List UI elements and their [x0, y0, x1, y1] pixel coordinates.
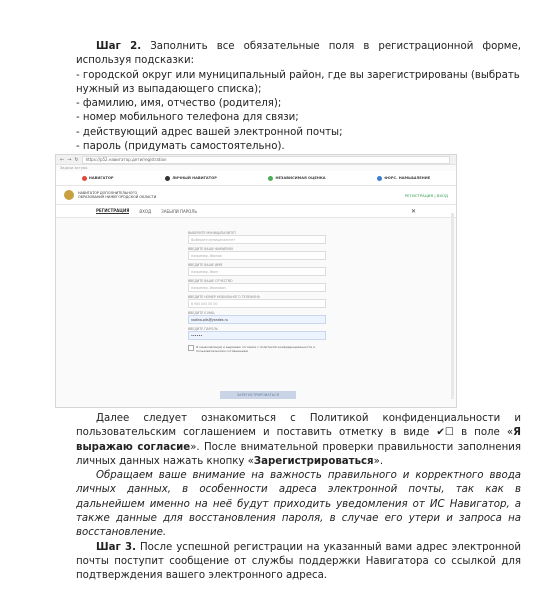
consent-checkbox: [188, 345, 194, 351]
step2-intro-text: Заполнить все обязательные поля в регистрационной форме, используя подсказки:: [76, 41, 521, 67]
step2-intro: [76, 40, 521, 69]
registration-form: [188, 228, 326, 353]
form-input: например, Иванов: [188, 251, 326, 260]
topnav-item: ФОРС. НАМЫШЛЕНИЕ: [377, 176, 430, 181]
address-bar: https://p52.навигатор.дети/registration: [82, 156, 450, 164]
list-item: - фамилию, имя, отчество (родителя);: [76, 98, 282, 110]
field-label: ВВЕДИТЕ ПАРОЛЬ: [188, 327, 218, 331]
tab-forgot-password: ЗАБЫЛИ ПАРОЛЬ: [161, 208, 198, 214]
consent-text: Я ознакомлен(а) и выражаю согласие с политикой конфиденциальности и пользовательским соглашением: [196, 345, 316, 353]
scrollbar: [451, 213, 454, 399]
site-header: [56, 186, 456, 205]
forum-icon: [377, 176, 382, 181]
field-label: ВЫБЕРИТЕ МУНИЦИПАЛИТЕТ: [188, 231, 237, 235]
personal-icon: [165, 176, 170, 181]
forward-icon: →: [67, 156, 72, 163]
topnav-item: НЕЗАВИСИМАЯ ОЦЕНКА: [268, 176, 325, 181]
reload-icon: ↻: [74, 156, 79, 163]
registration-screenshot: [55, 154, 457, 408]
tab-registration: РЕГИСТРАЦИЯ: [96, 208, 130, 213]
form-input: например, Иванович: [188, 283, 326, 292]
field-label: ВВЕДИТЕ НОМЕР МОБИЛЬНОГО ТЕЛЕФОНА: [188, 295, 260, 299]
coat-of-arms-logo: [64, 190, 74, 200]
form-input: например, Иван: [188, 267, 326, 276]
browser-toolbar: [56, 155, 456, 165]
step2-section: [76, 40, 521, 154]
close-icon: ✕: [410, 207, 416, 215]
back-icon: ←: [60, 156, 65, 163]
topnav-item: НАВИГАТОР: [82, 176, 114, 181]
topnav-item: ЛИЧНЫЙ НАВИГАТОР: [165, 176, 217, 181]
paragraph-consent: Далее следует ознакомиться с Политикой конфиденциальности и пользовательским соглашением и поставить отметку в виде ✔☐ в поле «Я выражаю согласие». После внимательной проверки правильности заполнения личных данных нажать кнопку «Зарегистрироваться».: [76, 413, 521, 467]
auth-tabs: [56, 205, 456, 218]
rating-icon: [268, 176, 273, 181]
list-item: - номер мобильного телефона для связи;: [76, 112, 299, 124]
register-button: ЗАРЕГИСТРИРОВАТЬСЯ: [220, 391, 296, 399]
field-label: ВВЕДИТЕ E-MAIL: [188, 311, 216, 315]
form-input: 8 900 000 00 00: [188, 299, 326, 308]
list-item: - пароль (придумать самостоятельно).: [76, 141, 285, 153]
navigator-icon: [82, 176, 87, 181]
list-item: - действующий адрес вашей электронной почты;: [76, 126, 343, 138]
list-item: - городской округ или муниципальный район, где вы зарегистрированы (выбрать нужный из выпадающего списка);: [76, 69, 520, 95]
tab-login: ВХОД: [139, 208, 152, 214]
header-links: РЕГИСТРАЦИЯ | ВХОД: [405, 192, 448, 198]
field-label: ВВЕДИТЕ ВАШУ ФАМИЛИЮ: [188, 247, 234, 251]
step2-title: Шаг 2.: [96, 41, 142, 52]
paragraph-attention: Обращаем ваше внимание на важность правильного и корректного ввода личных данных, в особенности адреса электронной почты, так как в дальнейшем именно на неё будут приходить уведомления от ИС Навигатор, а также данные для восстановления пароля, в случае его утери и запроса на восстановление.: [76, 470, 521, 539]
form-input: Выберите муниципалитет: [188, 235, 326, 244]
consent-row: [188, 345, 326, 353]
after-section: [76, 412, 521, 584]
site-top-nav: [56, 171, 456, 186]
field-label: ВВЕДИТЕ ВАШЕ ОТЧЕСТВО: [188, 279, 233, 283]
paragraph-step3: Шаг 3. После успешной регистрации на указанный вами адрес электронной почты поступит сообщение от службы поддержки Навигатора со ссылкой для подтверждения вашего электронного адреса.: [76, 541, 521, 582]
field-label: ВВЕДИТЕ ВАШЕ ИМЯ: [188, 263, 223, 267]
form-input: nadina.pits@yandex.ru: [188, 315, 326, 324]
bookmarks-bar: Задачи актуал.: [60, 166, 89, 170]
form-input: ••••••: [188, 331, 326, 340]
step2-list: [76, 69, 521, 155]
org-name: НАВИГАТОР ДОПОЛНИТЕЛЬНОГО ОБРАЗОВАНИЯ НИЖЕГОРОДСКОЙ ОБЛАСТИ: [78, 190, 157, 199]
